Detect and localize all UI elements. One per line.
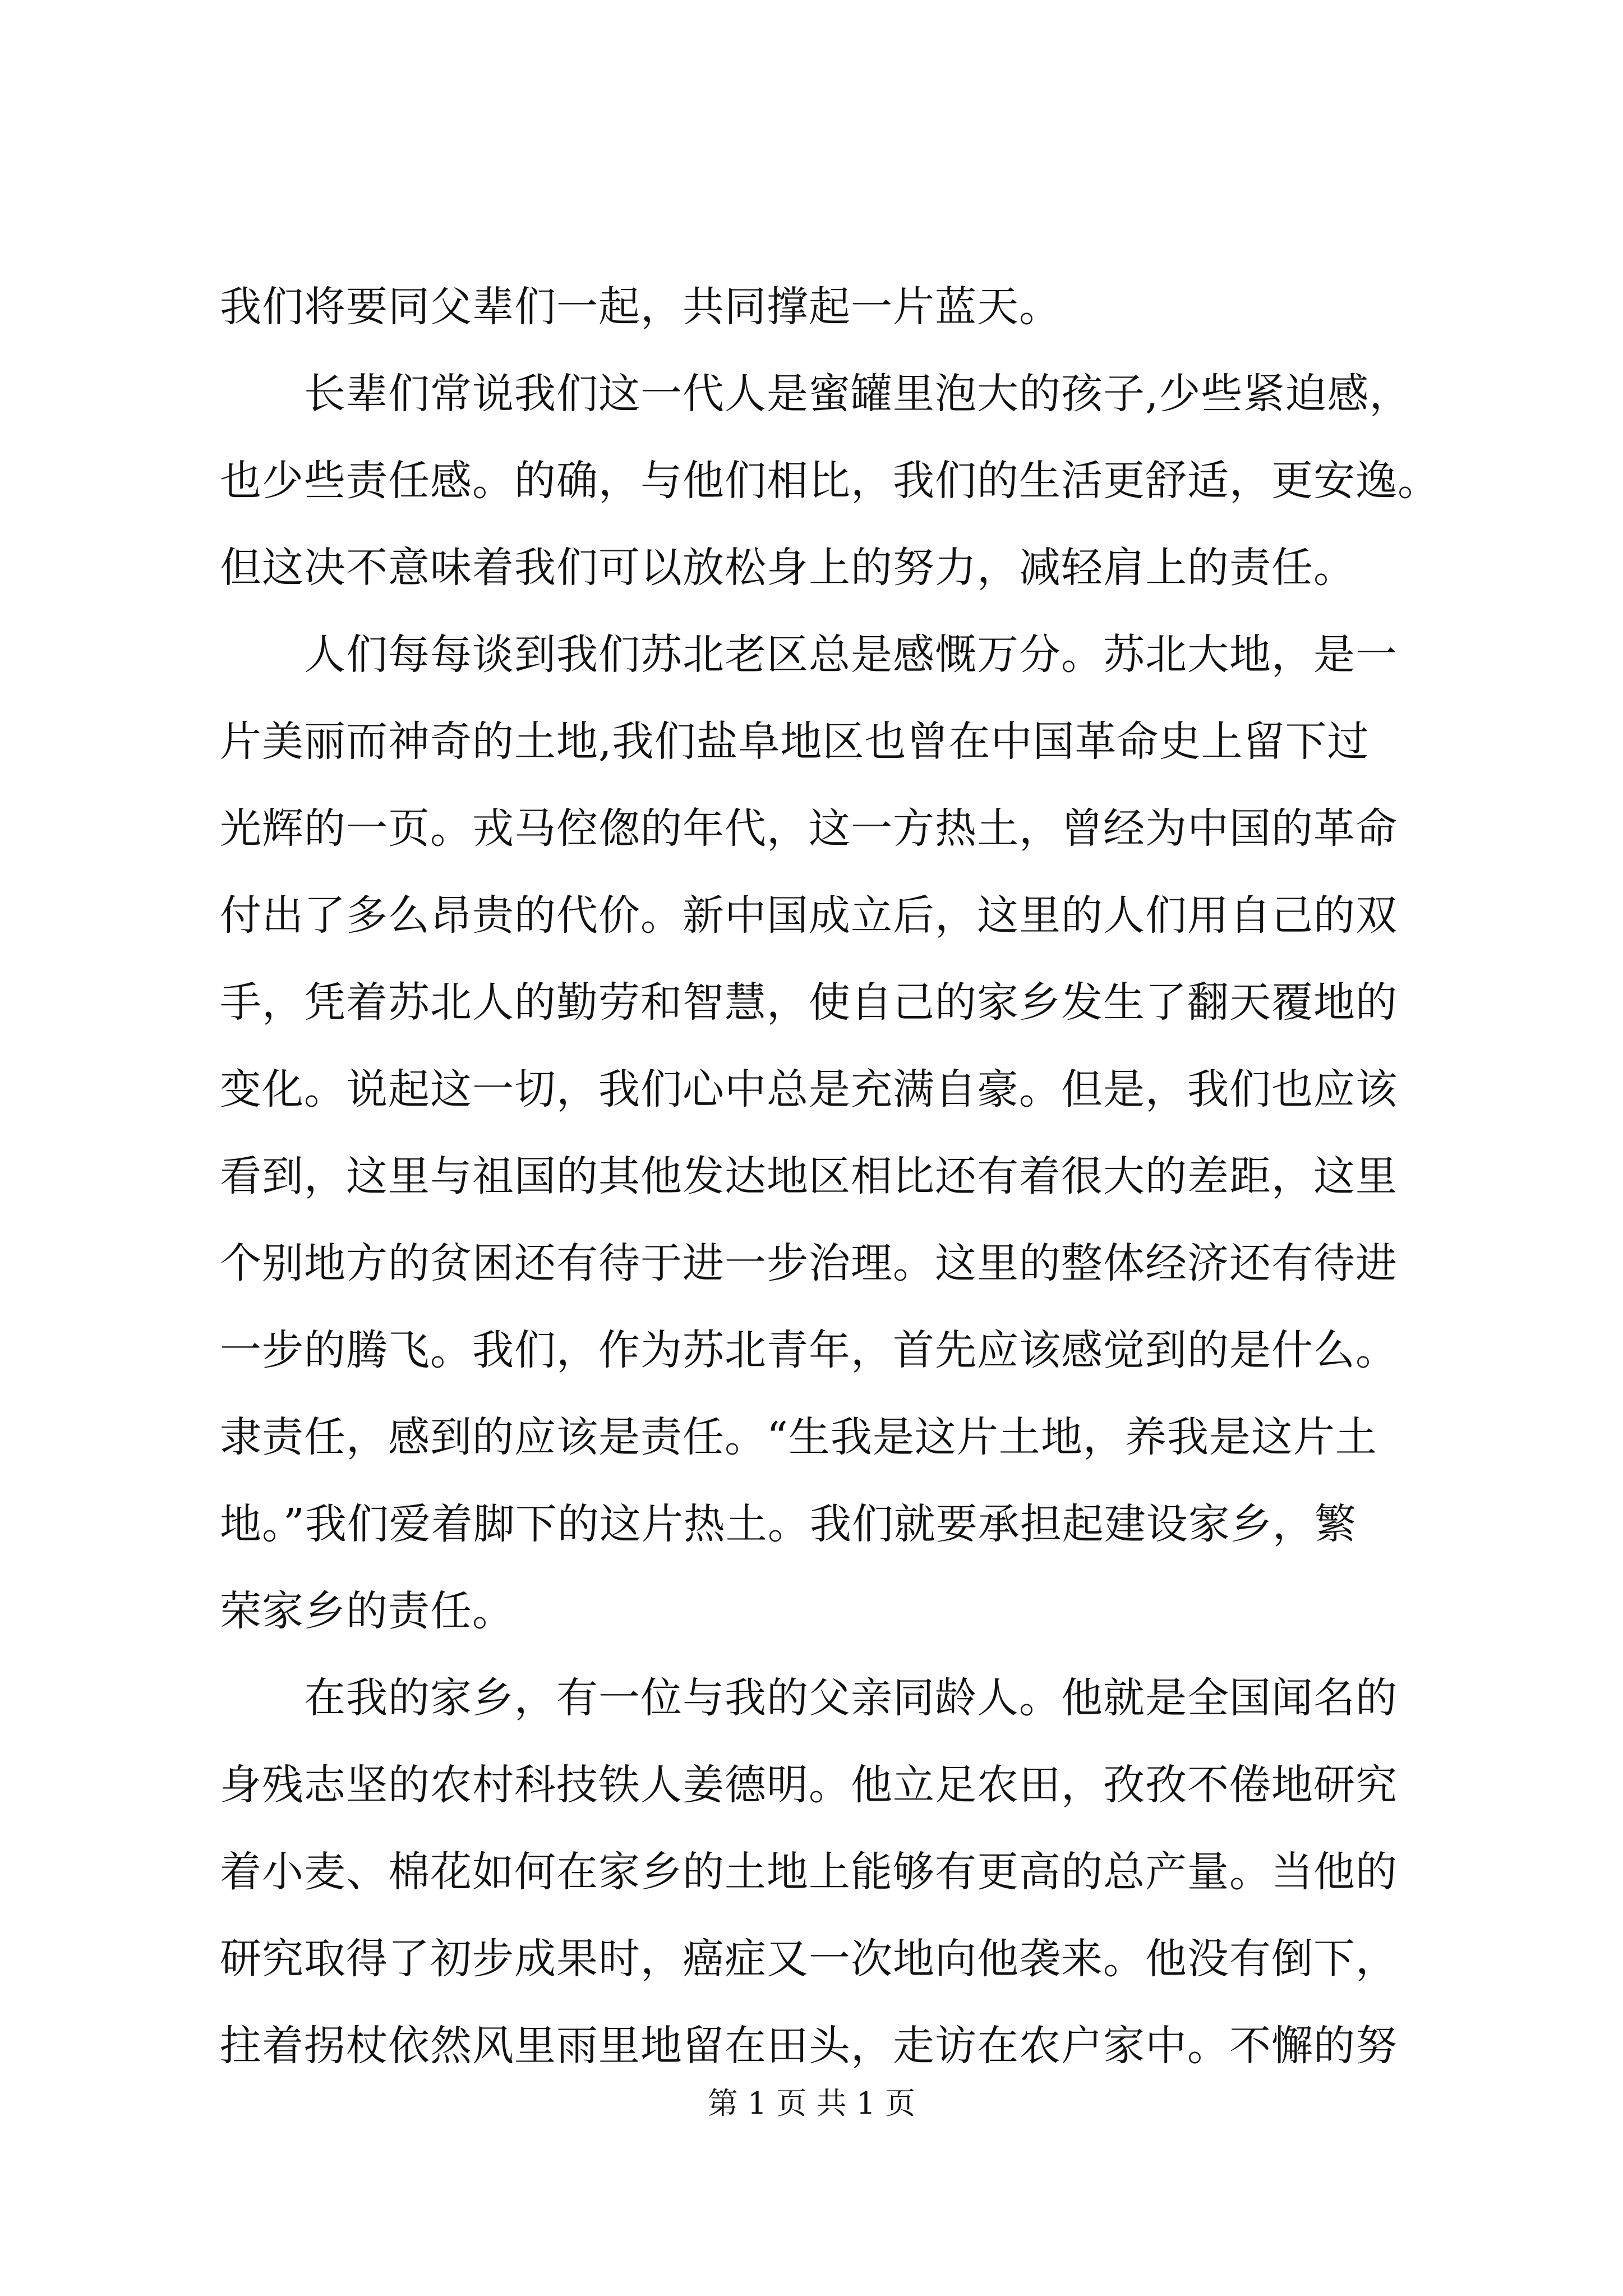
text-line: 但这决不意味着我们可以放松身上的努力，减轻肩上的责任。 [220, 544, 1355, 592]
text-line: 拄着拐杖依然风里雨里地留在田头，走访在农户家中。不懈的努 [220, 2022, 1398, 2070]
text-line: 身残志坚的农村科技铁人姜德明。他立足农田，孜孜不倦地研究 [220, 1761, 1398, 1809]
paragraph-start-line: 在我的家乡，有一位与我的父亲同龄人。他就是全国闻名的 [304, 1674, 1398, 1722]
paragraph-start-line: 人们每每谈到我们苏北老区总是感慨万分。苏北大地，是一 [304, 631, 1398, 679]
text-line: 着小麦、棉花如何在家乡的土地上能够有更高的总产量。当他的 [220, 1848, 1398, 1896]
text-line: 荣家乡的责任。 [220, 1587, 514, 1635]
text-line: 我们将要同父辈们一起，共同撑起一片蓝天。 [220, 283, 1061, 331]
text-line: 变化。说起这一切，我们心中总是充满自豪。但是，我们也应该 [220, 1065, 1398, 1114]
document-body [220, 264, 1440, 2090]
paragraph-start-line: 长辈们常说我们这一代人是蜜罐里泡大的孩子,少些紧迫感， [304, 370, 1412, 418]
text-line: 研究取得了初步成果时，癌症又一次地向他袭来。他没有倒下， [220, 1935, 1398, 1983]
text-line: 手，凭着苏北人的勤劳和智慧，使自己的家乡发生了翻天覆地的 [220, 978, 1398, 1027]
page-number-footer: 第 1 页 共 1 页 [707, 2086, 916, 2121]
text-line: 付出了多么昂贵的代价。新中国成立后，这里的人们用自己的双 [220, 891, 1398, 940]
text-line: 个别地方的贫困还有待于进一步治理。这里的整体经济还有待进 [220, 1239, 1398, 1287]
text-line: 一步的腾飞。我们，作为苏北青年，首先应该感觉到的是什么。 [220, 1326, 1398, 1374]
text-line: 光辉的一页。戎马倥偬的年代，这一方热土，曾经为中国的革命 [220, 804, 1398, 853]
text-line: 地。”我们爱着脚下的这片热土。我们就要承担起建设家乡，繁 [220, 1500, 1357, 1548]
text-line: 也少些责任感。的确，与他们相比，我们的生活更舒适，更安逸。 [220, 457, 1440, 505]
text-line: 片美丽而神奇的土地,我们盐阜地区也曾在中国革命史上留下过 [220, 717, 1370, 766]
text-line: 看到，这里与祖国的其他发达地区相比还有着很大的差距，这里 [220, 1152, 1398, 1200]
text-line: 隶责任，感到的应该是责任。“生我是这片土地，养我是这片土 [220, 1413, 1377, 1461]
